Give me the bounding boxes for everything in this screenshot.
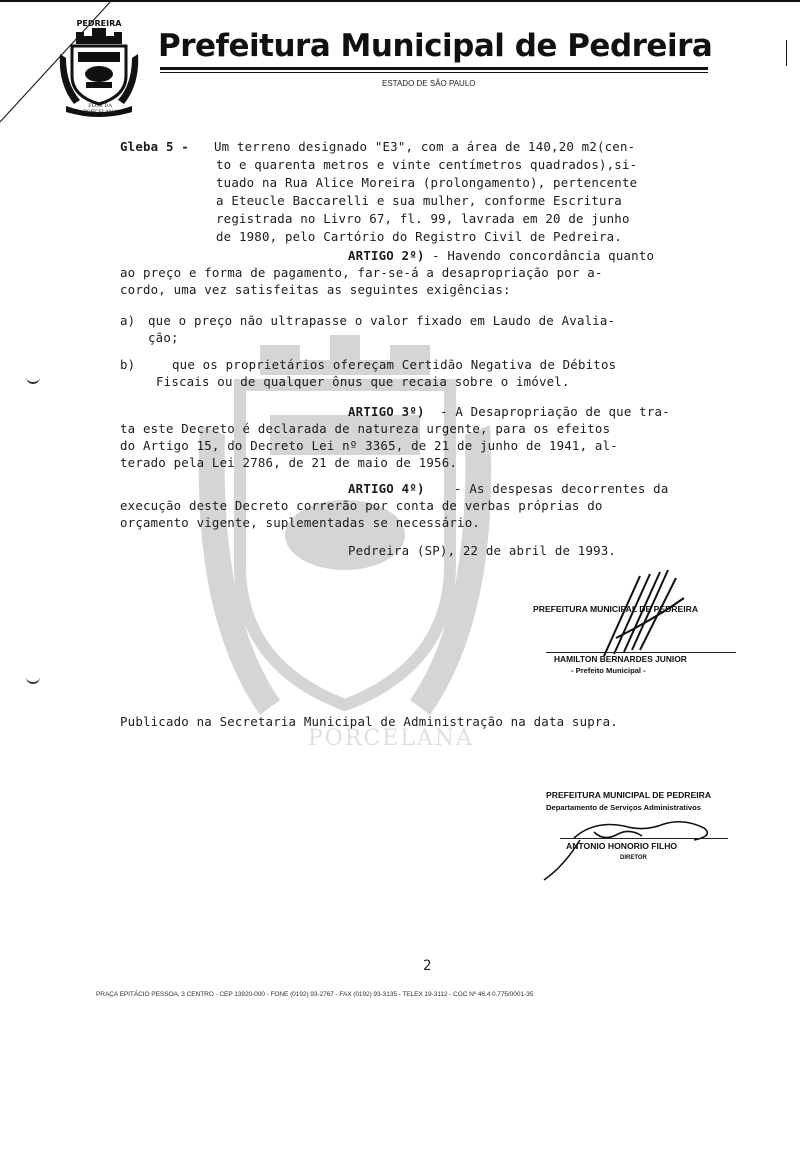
artigo-2-line: - Havendo concordância quanto <box>432 248 655 263</box>
publication-note: Publicado na Secretaria Municipal de Administração na data supra. <box>120 714 618 729</box>
signature2-line <box>560 838 728 839</box>
punch-hole-mark <box>26 672 40 684</box>
letterhead-title: Prefeitura Municipal de Pedreira <box>158 28 713 64</box>
artigo-3-line: - A Desapropriação de que tra- <box>440 404 670 419</box>
header-rule-thin <box>160 72 708 73</box>
signature1-name: HAMILTON BERNARDES JUNIOR <box>554 654 687 664</box>
crest-banner-text: PEDREIRA <box>76 19 122 28</box>
item-b-line: Fiscais ou de qualquer ônus que recaia sobre o imóvel. <box>156 374 570 389</box>
signature2-role: DIRETOR <box>620 855 647 861</box>
punch-hole-mark <box>26 372 40 384</box>
gleba-label: Gleba 5 - <box>120 139 189 154</box>
artigo-4-line: - As despesas decorrentes da <box>454 481 669 496</box>
artigo-2-line: cordo, uma vez satisfeitas as seguintes exigências: <box>120 282 511 297</box>
signature1-line <box>546 652 736 653</box>
artigo-3-line: terado pela Lei 2786, de 21 de maio de 1956. <box>120 455 458 470</box>
signature1-role: - Prefeito Municipal - <box>571 666 646 675</box>
scan-right-mark <box>786 40 787 66</box>
item-b-line: que os proprietários ofereçam Certidão Negativa de Débitos <box>172 357 617 372</box>
artigo-2-heading: ARTIGO 2º) <box>348 248 425 263</box>
item-a-marker: a) <box>120 313 136 328</box>
artigo-4-line: orçamento vigente, suplementadas se necessário. <box>120 515 481 530</box>
gleba-line: registrada no Livro 67, fl. 99, lavrada em 20 de junho <box>216 211 630 226</box>
artigo-3-heading: ARTIGO 3º) <box>348 404 425 419</box>
crest-caption-line1: FLOR DA <box>88 103 112 109</box>
header-rule <box>160 67 708 70</box>
signature2-name: ANTONIO HONORIO FILHO <box>566 841 678 851</box>
gleba-line: de 1980, pelo Cartório do Registro Civil de Pedreira. <box>216 229 622 244</box>
artigo-3-line: do Artigo 15, do Decreto Lei nº 3365, de 21 de junho de 1941, al- <box>120 438 618 453</box>
footer-address: PRAÇA EPITÁCIO PESSOA, 3 CENTRO - CEP 13920-000 - FONE (0192) 93-2767 - FAX (0192) 93-3135 - TELEX 19-3112 - CGC Nº 46.4 0.775/0001-35 <box>96 991 534 998</box>
artigo-4-line: execução deste Decreto correrão por conta de verbas próprias do <box>120 498 603 513</box>
letterhead-subtitle: ESTADO DE SÃO PAULO <box>382 79 476 88</box>
item-a-line: ção; <box>148 330 179 345</box>
artigo-4-heading: ARTIGO 4º) <box>348 481 425 496</box>
scan-top-edge <box>0 0 800 2</box>
signature2-dept: Departamento de Serviços Administrativos <box>546 803 702 812</box>
crest-caption <box>62 103 138 115</box>
gleba-line: a Eteucle Baccarelli e sua mulher, conforme Escritura <box>216 193 622 208</box>
gleba-line: Um terreno designado "E3", com a área de 140,20 m2(cen- <box>214 139 636 154</box>
signature-scribble-mayor <box>596 568 692 660</box>
gleba-line: to e quarenta metros e vinte centímetros quadrados),si- <box>216 157 638 172</box>
artigo-2-line: ao preço e forma de pagamento, far-se-á a desapropriação por a- <box>120 265 603 280</box>
crest-caption-line2: PORCELANA <box>83 109 117 115</box>
item-a-line: que o preço não ultrapasse o valor fixado em Laudo de Avalia- <box>148 313 616 328</box>
watermark-caption: PORCELANA <box>308 726 474 751</box>
signature2-org: PREFEITURA MUNICIPAL DE PEDREIRA <box>546 790 712 800</box>
item-b-marker: b) <box>120 357 136 372</box>
date-line: Pedreira (SP), 22 de abril de 1993. <box>348 543 617 558</box>
signature1-org: PREFEITURA MUNICIPAL DE PEDREIRA <box>533 604 699 614</box>
gleba-line: tuado na Rua Alice Moreira (prolongamento), pertencente <box>216 175 638 190</box>
artigo-3-line: ta este Decreto é declarada de natureza urgente, para os efeitos <box>120 421 611 436</box>
page-number: 2 <box>423 958 432 974</box>
